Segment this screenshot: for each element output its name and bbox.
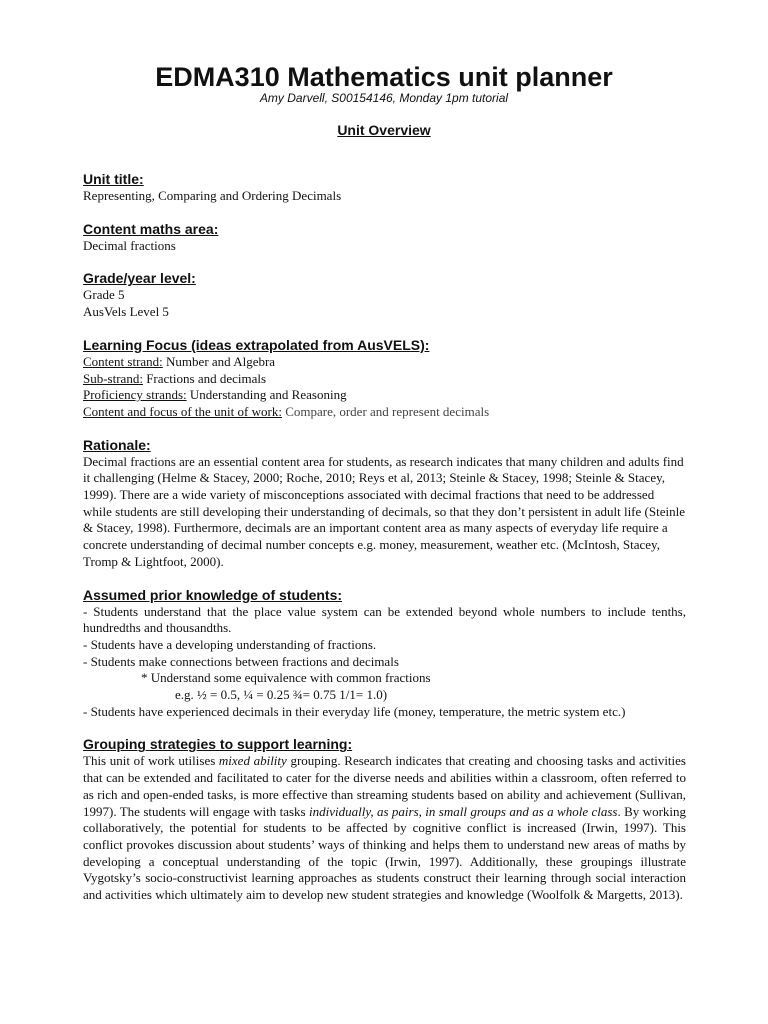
sub-strand-label: Sub-strand: [83,370,143,386]
prior-knowledge-item: - Students understand that the place value system can be extended beyond whole numbers to include tenths, hundredths and thousandths. [83,603,686,636]
content-area-text: Decimal fractions [83,237,176,253]
heading-content-area: Content maths area: [83,220,219,237]
heading-grade: Grade/year level: [83,270,196,287]
heading-rationale: Rationale: [83,436,151,453]
sub-strand-line [83,371,686,388]
heading-unit-title: Unit title: [83,171,144,187]
grouping-text: . By working collaboratively, the potential for students to be affected by cognitive conflict is increased (Irwin, 1997). This conflict provokes discussion about students’ ways of thinking and helps them to understand new areas of maths by developing a conceptual understanding of the topic (Irwin, 1997). Additionally, these groupings illustrate Vygotsky’s socio-constructivist learning approaches as students construct their learning through social interaction and activities which ultimately aim to develop new student strategies and knowledge (Woolfolk & Margetts, 2013). [83,803,687,903]
prior-knowledge-item: - Students have experienced decimals in their everyday life (money, temperature, the metric system etc.) [83,703,626,719]
grade-line: Grade 5 [83,287,125,303]
prior-knowledge-item: - Students have a developing understanding of fractions. [83,636,377,652]
grouping-emphasis: individually, as pairs, in small groups and as a whole class [308,803,618,819]
grouping-text: This unit of work utilises [83,753,219,769]
proficiency-label: Proficiency strands: [83,387,187,403]
heading-grouping: Grouping strategies to support learning: [83,736,353,753]
content-strand-value: Number and Algebra [162,353,276,369]
level-line: AusVels Level 5 [83,304,169,320]
document-body [83,171,686,904]
section-title-overview: Unit Overview [337,122,431,138]
proficiency-value: Understanding and Reasoning [186,387,347,403]
rationale-paragraph: Decimal fractions are an essential content area for students, as research indicates that many children and adults find it challenging (Helme & Stacey, 2000; Roche, 2010; Reys et al, 2013; Steinle & Stacey, 1998; Steinle & Stacey, 1999). There are a wide variety of misconceptions associated with decimal fractions that need to be addressed while students are still developing their understanding of decimals, so that they don’t persistent in adult life (Steinle & Stacey, 1998). Furthermore, decimals are an important content area as many aspects of everyday life require a concrete understanding of decimal number concepts e.g. money, measurement, weather etc. (McIntosh, Stacey, Tromp & Lightfoot, 2000). [83,453,685,569]
grouping-paragraph [83,753,686,903]
content-strand-label: Content strand: [83,353,163,369]
author-line: Amy Darvell, S00154146, Monday 1pm tutorial [259,91,509,105]
focus-line [83,404,686,421]
sub-strand-value: Fractions and decimals [142,370,267,386]
prior-knowledge-subitem: * Understand some equivalence with common fractions [141,670,431,686]
focus-value: Compare, order and represent decimals [281,403,490,419]
heading-prior-knowledge: Assumed prior knowledge of students: [83,586,343,603]
proficiency-line [83,387,686,404]
prior-knowledge-example: e.g. ½ = 0.5, ¼ = 0.25 ¾= 0.75 1/1= 1.0) [175,687,388,703]
heading-learning-focus: Learning Focus (ideas extrapolated from AusVELS): [83,336,430,353]
content-strand-line [83,354,686,371]
page-title: EDMA310 Mathematics unit planner [155,62,613,92]
grouping-text: grouping. Research indicates that creating and choosing tasks and activities that can be extended and facilitated to cater for the diverse needs and abilities within a classroom, often referred to as rich and open-ended tasks, is more effective than streaming students based on ability and achievement (Sullivan, 1997). The students will engage with tasks [83,753,686,819]
grouping-emphasis: mixed ability [218,753,287,769]
unit-title-text: Representing, Comparing and Ordering Decimals [83,188,342,203]
focus-label: Content and focus of the unit of work: [83,403,282,419]
prior-knowledge-item: - Students make connections between fractions and decimals [83,653,399,669]
